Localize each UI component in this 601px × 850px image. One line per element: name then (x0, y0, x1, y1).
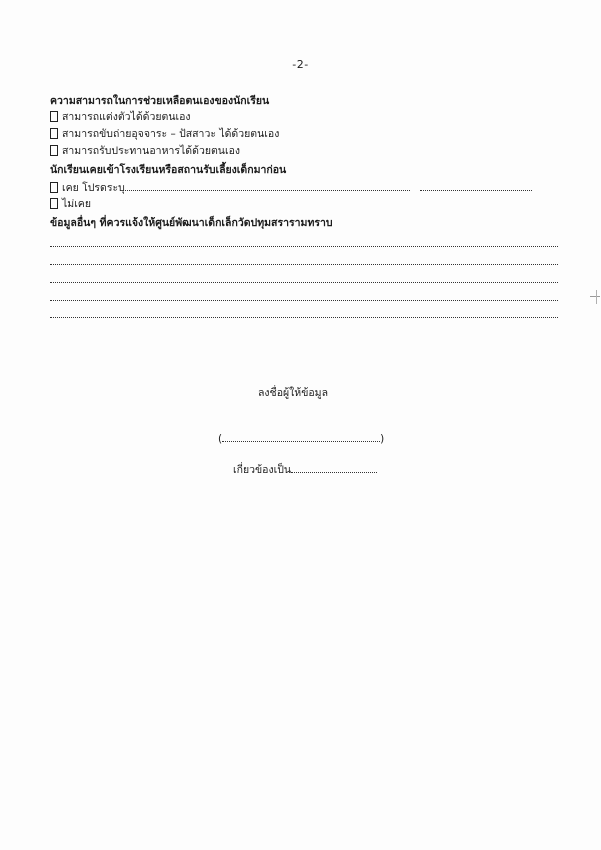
other-info-line[interactable] (50, 246, 558, 247)
other-info-line[interactable] (50, 300, 558, 301)
prior-school-no (50, 197, 91, 211)
option-label: ไม่เคย (62, 198, 91, 210)
edge-mark (596, 290, 597, 304)
relation-field (233, 461, 377, 478)
self-help-option-toileting (50, 127, 279, 141)
prior-school-heading: นักเรียนเคยเข้าโรงเรียนหรือสถานรับเลี้ยงเด็กมาก่อน (50, 164, 287, 176)
open-paren: ( (218, 433, 223, 445)
checkbox[interactable] (50, 182, 58, 193)
option-label: เคย โปรดระบุ (62, 182, 125, 194)
self-help-heading: ความสามารถในการช่วยเหลือตนเองของนักเรียน (50, 95, 270, 107)
option-label: สามารถรับประทานอาหารได้ด้วยตนเอง (62, 145, 241, 157)
signature-name-field (218, 431, 384, 445)
relation-input[interactable] (291, 462, 377, 473)
name-input[interactable] (222, 431, 380, 442)
page-number: -2- (292, 58, 309, 71)
checkbox[interactable] (50, 198, 58, 209)
other-info-line[interactable] (50, 264, 558, 265)
option-label: สามารถแต่งตัวได้ด้วยตนเอง (62, 111, 191, 123)
checkbox[interactable] (50, 111, 58, 122)
other-info-heading: ข้อมูลอื่นๆ ที่ควรแจ้งให้ศูนย์พัฒนาเด็กเล็กวัดปทุมสรารามทราบ (50, 217, 333, 229)
edge-mark (590, 296, 600, 297)
signature-label: ลงชื่อผู้ให้ข้อมูล (258, 387, 329, 399)
close-paren: ) (380, 433, 385, 445)
relation-label: เกี่ยวข้องเป็น (233, 464, 292, 476)
other-info-line[interactable] (50, 317, 558, 318)
specify-field[interactable] (125, 180, 410, 191)
self-help-option-dressing (50, 110, 191, 124)
prior-school-yes (50, 180, 532, 195)
other-info-line[interactable] (50, 282, 558, 283)
checkbox[interactable] (50, 145, 58, 156)
specify-field-2[interactable] (420, 180, 532, 191)
option-label: สามารถขับถ่ายอุจจาระ – ปัสสาวะ ได้ด้วยตนเอง (62, 128, 280, 140)
self-help-option-eating (50, 144, 240, 158)
checkbox[interactable] (50, 128, 58, 139)
